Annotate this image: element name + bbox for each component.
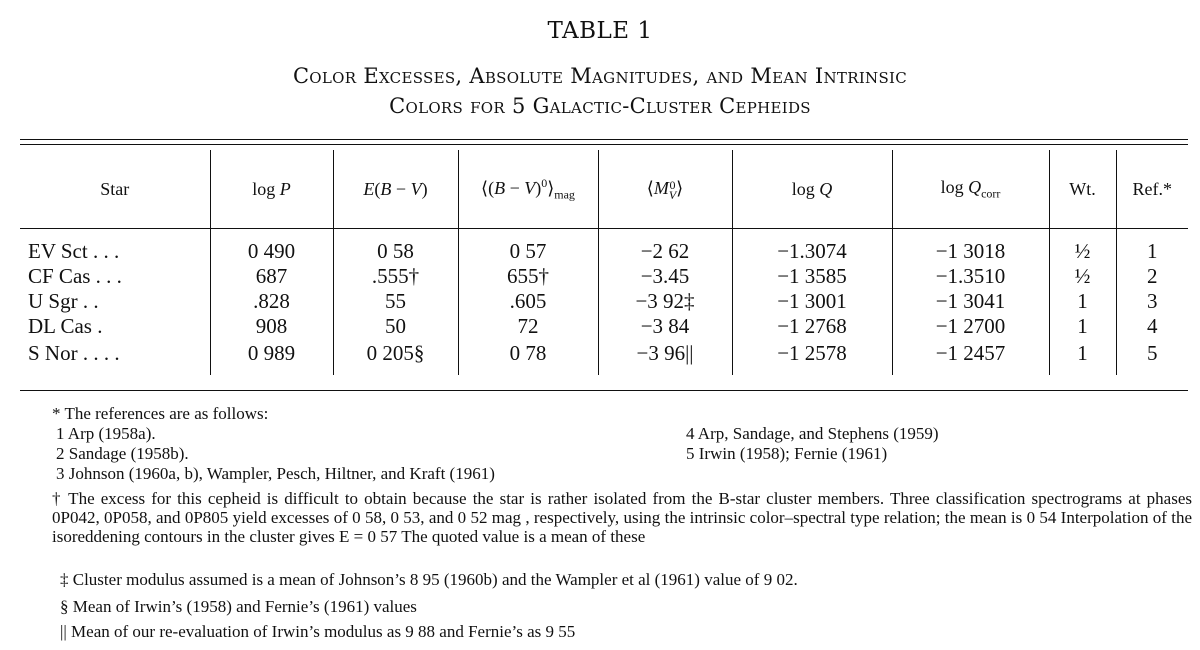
cell-wt: 1	[1049, 339, 1116, 375]
cell-logp: 0 490	[210, 229, 333, 265]
cell-wt: 1	[1049, 314, 1116, 339]
cell-logq: −1 3585	[732, 264, 892, 289]
top-rule-2	[20, 144, 1188, 145]
reference-item: 3 Johnson (1960a, b), Wampler, Pesch, Hiltner, and Kraft (1961)	[56, 464, 495, 483]
cell-mv: −3.45	[598, 264, 732, 289]
table-row	[20, 314, 1188, 339]
cell-ref: 5	[1116, 339, 1188, 375]
cell-logq: −1 2578	[732, 339, 892, 375]
cell-logp: 687	[210, 264, 333, 289]
col-header-ref: Ref.*	[1116, 150, 1188, 229]
reference-item: 5 Irwin (1958); Fernie (1961)	[686, 444, 888, 463]
cell-mv: −3 92‡	[598, 289, 732, 314]
cell-wt: ½	[1049, 264, 1116, 289]
references-intro: * The references are as follows:	[52, 404, 269, 423]
double-dagger-footnote: ‡ Cluster modulus assumed is a mean of Johnson’s 8 95 (1960b) and the Wampler et al (1961) value of 9 02.	[60, 570, 798, 589]
cell-ebv: .555†	[333, 264, 458, 289]
cell-star: EV Sct . . .	[28, 239, 120, 263]
cell-ref: 4	[1116, 314, 1188, 339]
cell-logq: −1 3001	[732, 289, 892, 314]
cell-ref: 3	[1116, 289, 1188, 314]
table-subtitle-line-2: Colors for 5 Galactic-Cluster Cepheids	[389, 94, 811, 118]
parallel-footnote: || Mean of our re-evaluation of Irwin’s modulus as 9 88 and Fernie’s as 9 55	[60, 622, 576, 641]
cell-logqcorr: −1 3018	[892, 229, 1049, 265]
col-header-mv: ⟨M 0 V ⟩	[598, 150, 732, 229]
cell-mv: −3 96||	[598, 339, 732, 375]
col-header-ebv: E(B − V)	[333, 150, 458, 229]
cell-logp: 908	[210, 314, 333, 339]
col-header-bv0: ⟨(B − $V)^0⟩_{mag}$	[458, 150, 598, 229]
top-rule-1	[20, 139, 1188, 140]
reference-item: 2 Sandage (1958b).	[56, 444, 189, 463]
cell-bv0: 655†	[458, 264, 598, 289]
cell-logqcorr: −1 3041	[892, 289, 1049, 314]
cell-star: S Nor . . . .	[28, 340, 120, 365]
cell-ref: 2	[1116, 264, 1188, 289]
cell-ebv: 50	[333, 314, 458, 339]
cell-wt: ½	[1049, 229, 1116, 265]
cell-logq: −1.3074	[732, 229, 892, 265]
table-row	[20, 339, 1188, 375]
reference-item: 1 Arp (1958a).	[56, 424, 156, 443]
cell-mv: −2 62	[598, 229, 732, 265]
references-left	[56, 424, 495, 484]
cell-ebv: 55	[333, 289, 458, 314]
cell-logp: .828	[210, 289, 333, 314]
cell-star: DL Cas .	[28, 314, 103, 338]
bottom-rule	[20, 390, 1188, 391]
reference-item: 4 Arp, Sandage, and Stephens (1959)	[686, 424, 939, 443]
table-subtitle-line-1: Color Excesses, Absolute Magnitudes, and Mean Intrinsic	[292, 64, 908, 88]
col-header-logq: log Q	[732, 150, 892, 229]
cell-ref: 1	[1116, 229, 1188, 265]
cell-logp: 0 989	[210, 339, 333, 375]
col-header-wt: Wt.	[1049, 150, 1116, 229]
col-header-logqcorr: $\log Q_{corr}$	[892, 150, 1049, 229]
cell-star: U Sgr . .	[28, 289, 99, 313]
cell-bv0: 0 57	[458, 229, 598, 265]
cell-logqcorr: −1.3510	[892, 264, 1049, 289]
cell-ebv: 0 205§	[333, 339, 458, 375]
references-right	[686, 424, 939, 464]
col-header-logp: log P	[210, 150, 333, 229]
dagger-footnote: † The excess for this cepheid is difficult to obtain because the star is rather isolated from the B-star cluster members. Three classification spectrograms at phases 0P042, 0P058, and 0P805 yield excesses of 0 58, 0 53, and 0 52 mag , respectively, using the intrinsic color–spectral type relation; the mean is 0 54 Interpolation of the isoreddening contours in the cluster gives E = 0 57 The quoted value is a mean of these	[52, 489, 1192, 546]
cell-star: CF Cas . . .	[28, 264, 122, 288]
cell-logqcorr: −1 2700	[892, 314, 1049, 339]
cell-ebv: 0 58	[333, 229, 458, 265]
cell-mv: −3 84	[598, 314, 732, 339]
table-row	[20, 264, 1188, 289]
cell-logqcorr: −1 2457	[892, 339, 1049, 375]
table-row	[20, 229, 1188, 265]
cell-bv0: 72	[458, 314, 598, 339]
table-row	[20, 289, 1188, 314]
col-header-star: Star	[20, 150, 210, 229]
section-footnote: § Mean of Irwin’s (1958) and Fernie’s (1961) values	[60, 597, 417, 616]
data-table	[20, 150, 1188, 375]
cell-bv0: .605	[458, 289, 598, 314]
cell-logq: −1 2768	[732, 314, 892, 339]
table-title: TABLE 1	[547, 18, 653, 44]
cell-wt: 1	[1049, 289, 1116, 314]
cell-bv0: 0 78	[458, 339, 598, 375]
